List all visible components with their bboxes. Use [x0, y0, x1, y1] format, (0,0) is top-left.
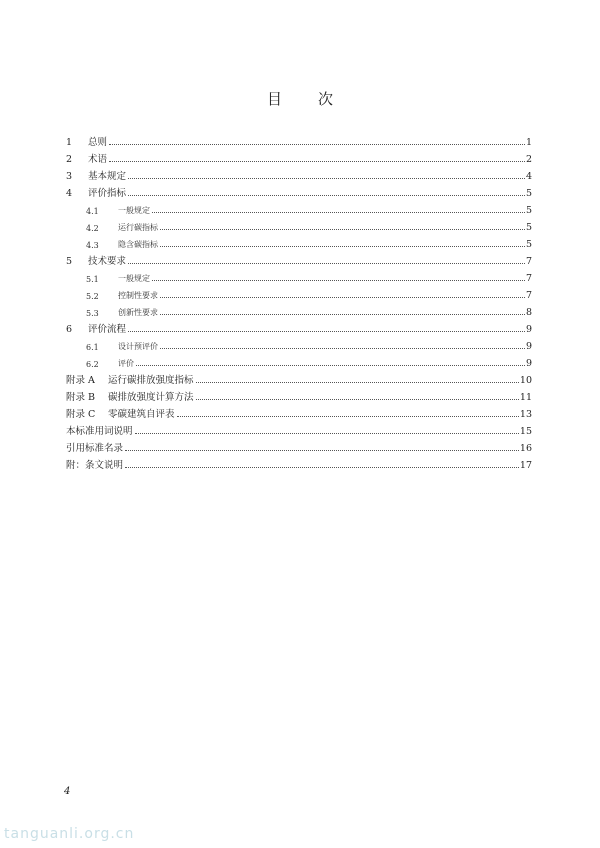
page-number: 4 [64, 786, 71, 797]
toc-entry-label: 控制性要求 [118, 291, 158, 300]
toc-entry[interactable] [66, 338, 532, 352]
toc-entry-page: 8 [525, 307, 532, 318]
toc-leader-dots [125, 449, 519, 451]
toc-entry-number: 5.3 [86, 309, 99, 318]
title-char-2: 次 [318, 90, 334, 108]
toc-entry-page: 10 [519, 375, 532, 386]
toc-entry-label: 引用标准名录 [66, 443, 124, 454]
toc-entry[interactable] [66, 134, 532, 148]
toc-entry[interactable] [66, 236, 532, 250]
toc-entry[interactable] [66, 355, 532, 369]
toc-leader-dots [109, 143, 525, 145]
toc-entry-number: 4.2 [86, 224, 99, 233]
toc-entry[interactable] [66, 457, 532, 471]
toc-entry[interactable] [66, 304, 532, 318]
toc-entry[interactable] [66, 372, 532, 386]
toc-leader-dots [196, 398, 519, 400]
toc-entry-page: 15 [519, 426, 532, 437]
toc-leader-dots [152, 279, 525, 281]
watermark: tanguanli.org.cn [4, 826, 135, 842]
toc-leader-dots [160, 228, 525, 230]
toc-entry[interactable] [66, 202, 532, 216]
toc-entry[interactable] [66, 253, 532, 267]
toc-entry-number: 2 [66, 154, 73, 165]
toc-entry-page: 7 [525, 256, 532, 267]
toc-entry-number: 5.2 [86, 292, 99, 301]
toc-entry[interactable] [66, 168, 532, 182]
toc-entry-label: 术语 [88, 154, 108, 165]
toc-entry[interactable] [66, 423, 532, 437]
toc-entry[interactable] [66, 270, 532, 284]
toc-entry-label: 零碳建筑自评表 [108, 409, 175, 420]
toc-entry-page: 17 [519, 460, 532, 471]
toc-entry-page: 11 [519, 392, 532, 403]
toc-leader-dots [136, 364, 525, 366]
toc-entry-label: 一般规定 [118, 206, 150, 215]
toc-entry-number: 附录 C [66, 409, 96, 420]
toc-entry-number: 6.2 [86, 360, 99, 369]
toc-leader-dots [152, 211, 525, 213]
toc-entry-label: 隐含碳指标 [118, 240, 158, 249]
title-char-1: 目 [266, 90, 282, 108]
toc-entry-page: 1 [525, 137, 532, 148]
toc-entry-label: 运行碳排放强度指标 [108, 375, 194, 386]
toc-entry-label: 总则 [88, 137, 108, 148]
toc-entry-page: 9 [525, 341, 532, 352]
toc-entry-label: 评价 [118, 359, 134, 368]
toc-entry[interactable] [66, 389, 532, 403]
toc-entry-number: 4 [66, 188, 73, 199]
toc-leader-dots [109, 160, 525, 162]
toc-entry-label: 评价流程 [88, 324, 127, 335]
toc-leader-dots [125, 466, 519, 468]
toc-entry-page: 5 [525, 222, 532, 233]
toc-entry-page: 16 [519, 443, 532, 454]
toc-entry-page: 5 [525, 205, 532, 216]
toc-entry-page: 7 [525, 273, 532, 284]
toc-entry[interactable] [66, 440, 532, 454]
toc-entry-label: 创新性要求 [118, 308, 158, 317]
toc-entry-page: 7 [525, 290, 532, 301]
toc-entry-label: 附：条文说明 [66, 460, 124, 471]
toc-entry-page: 2 [525, 154, 532, 165]
toc-entry-page: 9 [525, 358, 532, 369]
toc-leader-dots [128, 262, 525, 264]
toc-entry-page: 4 [525, 171, 532, 182]
toc-entry[interactable] [66, 287, 532, 301]
toc-entry-page: 13 [519, 409, 532, 420]
toc-leader-dots [177, 415, 519, 417]
toc-entry-number: 3 [66, 171, 73, 182]
toc-leader-dots [128, 330, 525, 332]
toc-leader-dots [128, 194, 525, 196]
toc-entry-page: 5 [525, 188, 532, 199]
toc-entry-label: 本标准用词说明 [66, 426, 133, 437]
toc-entry-label: 一般规定 [118, 274, 150, 283]
toc-entry[interactable] [66, 321, 532, 335]
toc-entry-number: 6 [66, 324, 73, 335]
toc-entry[interactable] [66, 219, 532, 233]
toc-entry[interactable] [66, 151, 532, 165]
toc-leader-dots [160, 313, 525, 315]
toc-entry[interactable] [66, 406, 532, 420]
toc-leader-dots [128, 177, 525, 179]
toc-leader-dots [160, 347, 525, 349]
toc-leader-dots [160, 245, 525, 247]
toc-entry-number: 6.1 [86, 343, 99, 352]
toc-leader-dots [196, 381, 519, 383]
toc-entry-number: 1 [66, 137, 73, 148]
toc-entry-number: 5 [66, 256, 73, 267]
toc-entry-number: 5.1 [86, 275, 99, 284]
toc-leader-dots [160, 296, 525, 298]
toc-entry[interactable] [66, 185, 532, 199]
toc-entry-label: 评价指标 [88, 188, 127, 199]
toc-entry-number: 4.3 [86, 241, 99, 250]
toc-leader-dots [135, 432, 519, 434]
toc-entry-label: 运行碳指标 [118, 223, 158, 232]
toc-entry-label: 碳排放强度计算方法 [108, 392, 194, 403]
toc-entry-label: 基本规定 [88, 171, 127, 182]
toc-entry-label: 设计预评价 [118, 342, 158, 351]
toc-entry-label: 技术要求 [88, 256, 127, 267]
toc-entry-number: 附录 A [66, 375, 95, 386]
toc-entry-number: 4.1 [86, 207, 99, 216]
page-title [0, 88, 600, 109]
toc-entry-page: 9 [525, 324, 532, 335]
toc-entry-page: 5 [525, 239, 532, 250]
toc-entry-number: 附录 B [66, 392, 96, 403]
